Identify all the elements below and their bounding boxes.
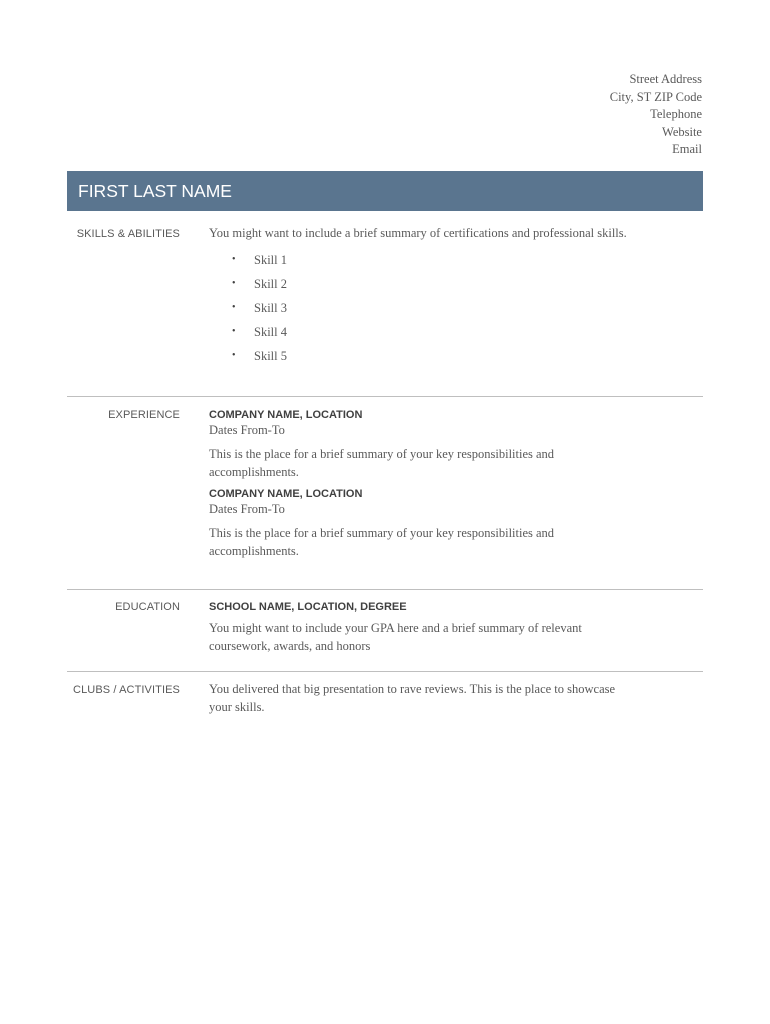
skills-content — [209, 224, 629, 368]
list-item — [209, 320, 629, 344]
bullet-icon: • — [232, 326, 236, 337]
list-item — [209, 296, 629, 320]
job-summary: This is the place for a brief summary of your key responsibilities and accomplishments. — [209, 526, 555, 558]
job-dates: Dates From-To — [209, 423, 285, 437]
bullet-icon: • — [232, 278, 236, 289]
city-state-zip: City, ST ZIP Code — [609, 89, 702, 104]
telephone: Telephone — [650, 107, 702, 121]
company-name: COMPANY NAME, LOCATION — [209, 409, 363, 421]
street-address: Street Address — [629, 72, 702, 86]
clubs-section — [67, 682, 703, 742]
job-entry — [209, 487, 629, 560]
skills-list — [209, 248, 629, 368]
section-divider — [67, 589, 703, 590]
section-divider — [67, 396, 703, 397]
website: Website — [662, 124, 702, 139]
experience-section — [67, 408, 703, 588]
skills-label: SKILLS & ABILITIES — [76, 228, 180, 240]
list-item — [209, 344, 629, 368]
bullet-icon: • — [232, 254, 236, 265]
job-entry — [209, 408, 629, 481]
skill-label: Skill 4 — [254, 325, 287, 339]
bullet-icon: • — [232, 302, 236, 313]
skill-label: Skill 1 — [254, 253, 287, 267]
clubs-label: CLUBS / ACTIVITIES — [73, 684, 180, 696]
skill-label: Skill 5 — [254, 349, 287, 363]
job-dates: Dates From-To — [209, 502, 285, 516]
full-name: FIRST LAST NAME — [78, 181, 232, 201]
skills-summary: You might want to include a brief summary of certifications and professional skills. — [209, 226, 627, 240]
job-summary: This is the place for a brief summary of your key responsibilities and accomplishments. — [209, 447, 555, 479]
list-item — [209, 272, 629, 296]
education-content — [209, 600, 629, 655]
bullet-icon: • — [232, 350, 236, 361]
email: Email — [672, 142, 702, 156]
skill-label: Skill 2 — [254, 277, 287, 291]
name-banner — [67, 171, 703, 211]
education-section — [67, 600, 703, 670]
skill-label: Skill 3 — [254, 301, 287, 315]
school-name: SCHOOL NAME, LOCATION, DEGREE — [209, 601, 407, 613]
clubs-summary: You delivered that big presentation to rave reviews. This is the place to showcase your skills. — [209, 682, 616, 714]
contact-info — [610, 71, 702, 159]
education-summary: You might want to include your GPA here and a brief summary of relevant coursework, awards, and honors — [209, 621, 582, 653]
clubs-content — [209, 680, 629, 716]
experience-label: EXPERIENCE — [108, 409, 180, 421]
skills-section — [67, 226, 703, 396]
section-divider — [67, 671, 703, 672]
list-item — [209, 248, 629, 272]
experience-content — [209, 408, 629, 560]
company-name: COMPANY NAME, LOCATION — [209, 488, 363, 500]
education-label: EDUCATION — [115, 601, 180, 613]
